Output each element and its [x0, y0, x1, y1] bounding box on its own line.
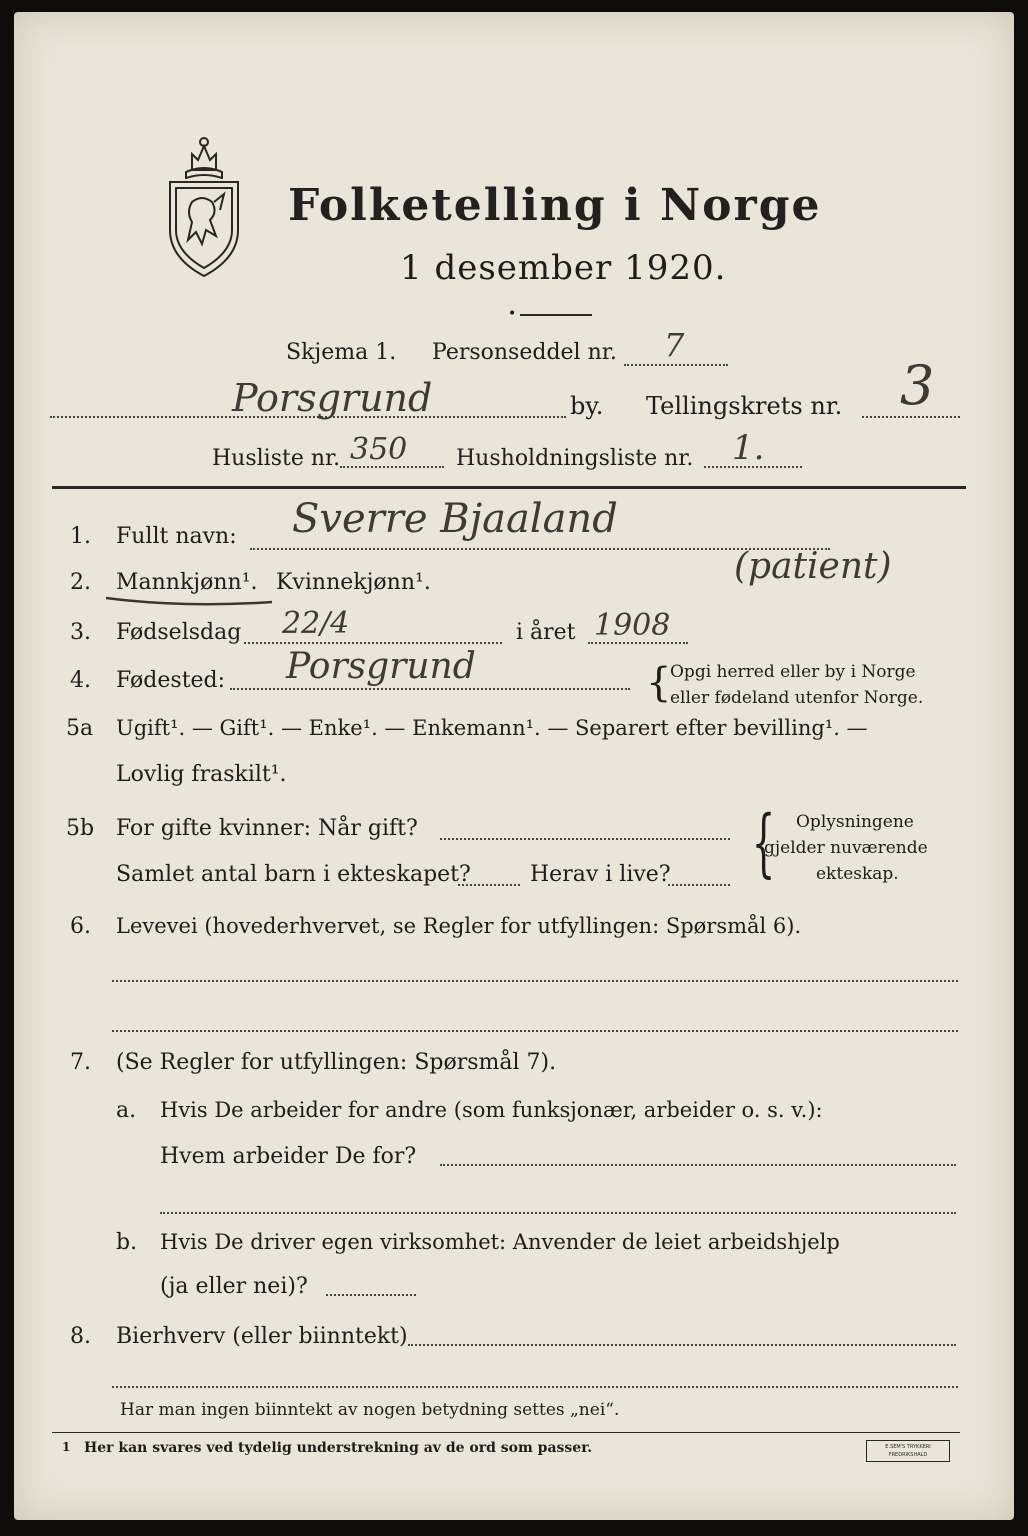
town-value[interactable]: Porsgrund	[232, 376, 433, 420]
q1-note[interactable]: (patient)	[734, 546, 892, 587]
q5b-line	[440, 838, 730, 840]
q4-line	[230, 688, 630, 690]
personseddel-label: Personseddel nr.	[432, 340, 617, 365]
q5b-label-2: Samlet antal barn i ekteskapet?	[116, 862, 471, 887]
tellingskrets-value[interactable]: 3	[900, 354, 935, 417]
personseddel-line	[624, 364, 728, 366]
title-divider	[520, 314, 592, 316]
header-rule	[52, 486, 966, 489]
q5a-number: 5a	[66, 716, 94, 741]
q7a-line-2	[160, 1212, 956, 1214]
q7b-text: Hvis De driver egen virksomhet: Anvender de leiet arbeidshjelp	[160, 1230, 840, 1254]
q4-number: 4.	[70, 668, 91, 693]
q4-note-line1: Opgi herred eller by i Norge	[670, 662, 916, 682]
q3-year-label: i året	[516, 620, 576, 645]
q5b-number: 5b	[66, 816, 95, 841]
q5b-line-3	[668, 884, 730, 886]
q7a-text-2: Hvem arbeider De for?	[160, 1144, 417, 1169]
coat-of-arms-icon	[162, 132, 246, 280]
schema-label: Skjema 1.	[286, 340, 397, 365]
q7a-text: Hvis De arbeider for andre (som funksjonær, arbeider o. s. v.):	[160, 1098, 823, 1122]
q5b-label: For gifte kvinner: Når gift?	[116, 816, 418, 841]
census-date: 1 desember 1920.	[400, 248, 727, 288]
q2-number: 2.	[70, 570, 91, 595]
q2-male[interactable]: Mannkjønn¹.	[116, 570, 258, 595]
q7-label: (Se Regler for utfyllingen: Spørsmål 7).	[116, 1050, 557, 1075]
footnote-mark: 1	[62, 1440, 71, 1454]
form-title: Folketelling i Norge	[288, 180, 822, 231]
personseddel-value[interactable]: 7	[664, 326, 685, 364]
q1-number: 1.	[70, 524, 91, 549]
q7a-letter: a.	[116, 1098, 137, 1123]
q8-line	[408, 1344, 956, 1346]
printer-stamp-line2: FREDRIKSHALD	[888, 1452, 928, 1458]
q6-line-2	[112, 1030, 958, 1032]
printer-stamp-line1: E.SEM'S TRYKKERI	[885, 1444, 931, 1450]
q7b-text-2: (ja eller nei)?	[160, 1274, 308, 1299]
printer-stamp	[866, 1440, 950, 1462]
q5a-options-2[interactable]: Lovlig fraskilt¹.	[116, 762, 287, 787]
q3-label: Fødselsdag	[116, 620, 242, 645]
q5b-note-line2: gjelder nuværende	[764, 838, 928, 858]
q5a-options[interactable]: Ugift¹. — Gift¹. — Enke¹. — Enkemann¹. — Separert efter bevilling¹. —	[116, 716, 868, 740]
q4-label: Fødested:	[116, 668, 226, 693]
q8-note: Har man ingen biinntekt av nogen betydning settes „nei“.	[120, 1400, 620, 1420]
q6-line-1	[112, 980, 958, 982]
q2-female[interactable]: Kvinnekjønn¹.	[276, 570, 431, 595]
husliste-label: Husliste nr.	[212, 446, 341, 471]
q3-year-value[interactable]: 1908	[594, 608, 671, 643]
q8-label: Bierhverv (eller biinntekt)	[116, 1324, 408, 1349]
q4-note-line2: eller fødeland utenfor Norge.	[670, 688, 924, 708]
q7b-line	[326, 1294, 416, 1296]
q8-number: 8.	[70, 1324, 91, 1349]
husliste-value[interactable]: 350	[350, 432, 408, 467]
q5b-note-line1: Oplysningene	[796, 812, 914, 832]
q5b-brace: {	[751, 800, 776, 886]
divider-dot: •	[508, 306, 517, 322]
q1-label: Fullt navn:	[116, 524, 237, 549]
q5b-line-2	[458, 884, 520, 886]
q5b-note-line3: ekteskap.	[816, 864, 899, 884]
q1-value[interactable]: Sverre Bjaaland	[292, 496, 618, 542]
q6-label: Levevei (hovederhvervet, se Regler for utfyllingen: Spørsmål 6).	[116, 914, 802, 938]
q8-line-2	[112, 1386, 958, 1388]
tellingskrets-label: Tellingskrets nr.	[646, 392, 843, 420]
q7-number: 7.	[70, 1050, 91, 1075]
q3-number: 3.	[70, 620, 91, 645]
q3-line	[244, 642, 502, 644]
by-label: by.	[570, 392, 604, 420]
q4-value[interactable]: Porsgrund	[286, 646, 476, 687]
q7a-line	[440, 1164, 956, 1166]
husholdning-label: Husholdningsliste nr.	[456, 446, 694, 471]
footer-rule	[52, 1432, 960, 1433]
q2-male-underline	[104, 594, 274, 608]
q6-number: 6.	[70, 914, 91, 939]
footnote-text: Her kan svares ved tydelig understrekning av de ord som passer.	[84, 1440, 593, 1456]
q3-value[interactable]: 22/4	[282, 606, 350, 641]
husholdning-value[interactable]: 1.	[732, 428, 765, 468]
q5b-label-3: Herav i live?	[530, 862, 671, 887]
q7b-letter: b.	[116, 1230, 138, 1255]
q4-brace: {	[646, 660, 672, 706]
